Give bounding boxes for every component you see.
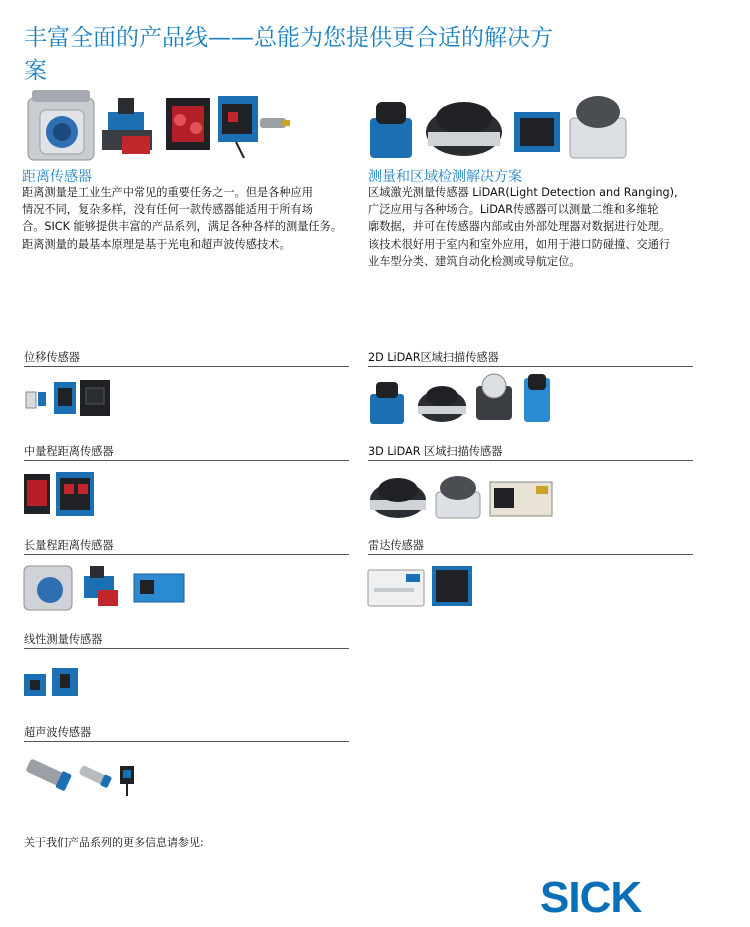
section-title: 雷达传感器: [368, 539, 424, 552]
lidar-sensors-hero-image: [364, 88, 634, 164]
section-divider: [24, 741, 349, 742]
paragraph-line: 区域激光测量传感器 LiDAR(Light Detection and Ranging),: [368, 186, 678, 199]
long-range-sensor-images: [22, 562, 192, 612]
paragraph-line: 情况不同，复杂多样，没有任何一款传感器能适用于所有场: [22, 203, 313, 217]
paragraph-line: 距离测量的最基本原理是基于光电和超声波传感技术。: [22, 237, 291, 251]
section-divider: [368, 460, 693, 461]
section-divider: [24, 460, 349, 461]
section-2d-lidar-scanners: [368, 349, 693, 367]
section-radar-sensors: [368, 537, 693, 555]
section-divider: [24, 648, 349, 649]
measurement-solutions-paragraph: [368, 184, 708, 270]
paragraph-line: 该技术很好用于室内和室外应用，如用于港口防碰撞、交通行: [368, 237, 671, 251]
more-info-note: 关于我们产品系列的更多信息请参见:: [24, 836, 204, 849]
section-long-range-distance-sensors: [24, 537, 349, 555]
sick-logo: [540, 874, 690, 918]
section-title: 中量程距离传感器: [24, 445, 114, 458]
paragraph-line: 廓数据，并可在传感器内部或由外部处理器对数据进行处理。: [368, 220, 671, 234]
page-title-line-1: 丰富全面的产品线——总能为您提供更合适的解决方: [24, 25, 553, 51]
paragraph-line: 广泛应用与各种场合。LiDAR传感器可以测量二维和多维轮: [368, 203, 659, 217]
paragraph-line: 距离测量是工业生产中常见的重要任务之一。但是各种应用: [22, 186, 313, 199]
paragraph-line: 合。SICK 能够提供丰富的产品系列，满足各种各样的测量任务。: [22, 220, 342, 234]
section-linear-measurement-sensors: [24, 631, 349, 649]
section-divider: [368, 366, 693, 367]
section-displacement-sensors: [24, 349, 349, 367]
logo-text: SICK: [540, 874, 642, 918]
section-title: 线性测量传感器: [24, 633, 103, 646]
section-divider: [24, 554, 349, 555]
distance-sensors-paragraph: [22, 184, 362, 253]
page-title: [24, 22, 624, 88]
section-title: 3D LiDAR 区域扫描传感器: [368, 445, 503, 458]
ultrasonic-sensor-images: [22, 752, 142, 800]
distance-sensors-hero-image: [22, 90, 292, 164]
radar-sensor-images: [366, 564, 476, 610]
measurement-solutions-heading: 测量和区域检测解决方案: [368, 169, 522, 185]
paragraph-line: 业车型分类、建筑自动化检测或导航定位。: [368, 254, 581, 268]
mid-range-sensor-images: [22, 470, 102, 518]
section-ultrasonic-sensors: [24, 724, 349, 742]
linear-measurement-sensor-images: [22, 666, 82, 700]
distance-sensors-heading: 距离传感器: [22, 169, 92, 185]
section-mid-range-distance-sensors: [24, 443, 349, 461]
section-3d-lidar-scanners: [368, 443, 693, 461]
section-title: 2D LiDAR区域扫描传感器: [368, 351, 499, 364]
section-title: 长量程距离传感器: [24, 539, 114, 552]
2d-lidar-sensor-images: [366, 372, 556, 428]
3d-lidar-sensor-images: [366, 470, 556, 522]
section-divider: [368, 554, 693, 555]
page-title-line-2: 案: [24, 58, 47, 84]
section-divider: [24, 366, 349, 367]
section-title: 位移传感器: [24, 351, 80, 364]
section-title: 超声波传感器: [24, 726, 92, 739]
displacement-sensor-images: [24, 378, 114, 418]
